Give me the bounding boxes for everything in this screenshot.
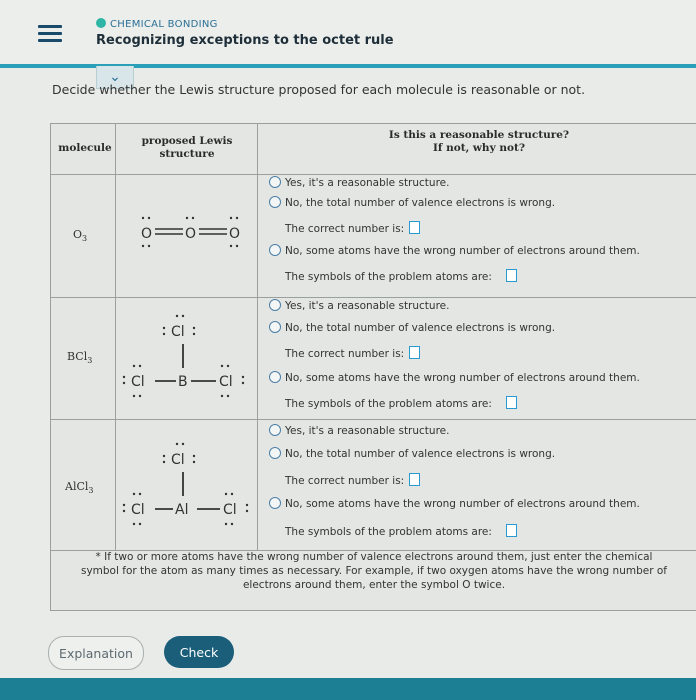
lewis-alcl3-diagram	[121, 430, 257, 538]
problem-atoms-input-bcl3[interactable]	[506, 396, 517, 409]
correct-number-o3: The correct number is:	[285, 221, 420, 235]
bottom-bar	[0, 678, 696, 700]
header-question-2: If not, why not?	[433, 142, 525, 154]
hamburger-menu-icon[interactable]	[38, 25, 62, 43]
option-yes-alcl3[interactable]: Yes, it's a reasonable structure.	[269, 424, 449, 437]
question-prompt: Decide whether the Lewis structure proposed for each molecule is reasonable or not.	[52, 82, 586, 97]
problem-atoms-alcl3: The symbols of the problem atoms are:	[285, 524, 517, 538]
top-bar	[0, 0, 696, 65]
topic-label: CHEMICAL BONDING	[96, 18, 218, 30]
problem-atoms-input-o3[interactable]	[506, 269, 517, 282]
radio-icon[interactable]	[269, 424, 281, 436]
atom-o-right: O	[229, 226, 241, 242]
radio-icon[interactable]	[269, 299, 281, 311]
problem-atoms-input-alcl3[interactable]	[506, 524, 517, 537]
problem-atoms-bcl3: The symbols of the problem atoms are:	[285, 396, 517, 410]
atom-cl-left: Cl	[131, 374, 145, 390]
option-valence-o3[interactable]: No, the total number of valence electrons is wrong.	[269, 196, 555, 209]
header-lewis-1: proposed Lewis	[141, 135, 233, 147]
option-valence-bcl3[interactable]: No, the total number of valence electrons is wrong.	[269, 321, 555, 334]
molecule-alcl3: AlCl$_3$	[65, 480, 94, 496]
atom-cl-top: Cl	[171, 452, 185, 468]
correct-number-input-bcl3[interactable]	[409, 346, 420, 359]
lewis-o3-diagram	[139, 216, 249, 256]
header-question-1: Is this a reasonable structure?	[388, 129, 570, 141]
atom-cl-right: Cl	[223, 502, 237, 518]
radio-icon[interactable]	[269, 196, 281, 208]
column-divider	[257, 124, 258, 550]
atom-cl-top: Cl	[171, 324, 185, 340]
row-divider	[51, 419, 696, 420]
correct-number-bcl3: The correct number is:	[285, 346, 420, 360]
atom-al: Al	[175, 502, 189, 518]
radio-icon[interactable]	[269, 371, 281, 383]
check-button[interactable]: Check	[164, 636, 234, 668]
table-header	[51, 124, 696, 175]
option-valence-alcl3[interactable]: No, the total number of valence electrons is wrong.	[269, 447, 555, 460]
lewis-table	[50, 123, 696, 611]
option-wrong-atoms-o3[interactable]: No, some atoms have the wrong number of electrons around them.	[269, 244, 640, 257]
status-dot-icon	[96, 18, 106, 28]
atom-o-left: O	[141, 226, 153, 242]
atom-cl-left: Cl	[131, 502, 145, 518]
correct-number-input-alcl3[interactable]	[409, 473, 420, 486]
column-divider	[115, 124, 116, 550]
chevron-down-icon[interactable]: ⌄	[96, 66, 134, 89]
correct-number-alcl3: The correct number is:	[285, 473, 420, 487]
option-wrong-atoms-bcl3[interactable]: No, some atoms have the wrong number of electrons around them.	[269, 371, 640, 384]
problem-atoms-o3: The symbols of the problem atoms are:	[285, 269, 517, 283]
header-molecule: molecule	[58, 142, 112, 154]
molecule-o3: $O_3$	[73, 228, 88, 244]
molecule-bcl3: BCl$_3$	[67, 350, 93, 366]
option-yes-bcl3[interactable]: Yes, it's a reasonable structure.	[269, 299, 449, 312]
radio-icon[interactable]	[269, 447, 281, 459]
atom-cl-right: Cl	[219, 374, 233, 390]
option-wrong-atoms-alcl3[interactable]: No, some atoms have the wrong number of electrons around them.	[269, 497, 640, 510]
footnote: * If two or more atoms have the wrong number of valence electrons around them, just enter the chemical symbol for the atom as many times as necessary. For example, if two oxygen atoms have the wrong number of electrons around them, enter the symbol O twice.	[80, 551, 667, 591]
radio-icon[interactable]	[269, 176, 281, 188]
page-title: Recognizing exceptions to the octet rule	[96, 33, 394, 48]
lewis-o3	[139, 216, 249, 260]
atom-b: B	[178, 374, 188, 390]
lewis-bcl3-diagram	[121, 304, 251, 409]
lewis-alcl3	[121, 430, 257, 542]
correct-number-input-o3[interactable]	[409, 221, 420, 234]
radio-icon[interactable]	[269, 321, 281, 333]
radio-icon[interactable]	[269, 497, 281, 509]
lewis-bcl3	[121, 304, 251, 413]
header-lewis-2: structure	[159, 148, 215, 160]
row-divider	[51, 297, 696, 298]
explanation-button[interactable]: Explanation	[48, 636, 144, 670]
radio-icon[interactable]	[269, 244, 281, 256]
atom-o-center: O	[185, 226, 197, 242]
option-yes-o3[interactable]: Yes, it's a reasonable structure.	[269, 176, 449, 189]
